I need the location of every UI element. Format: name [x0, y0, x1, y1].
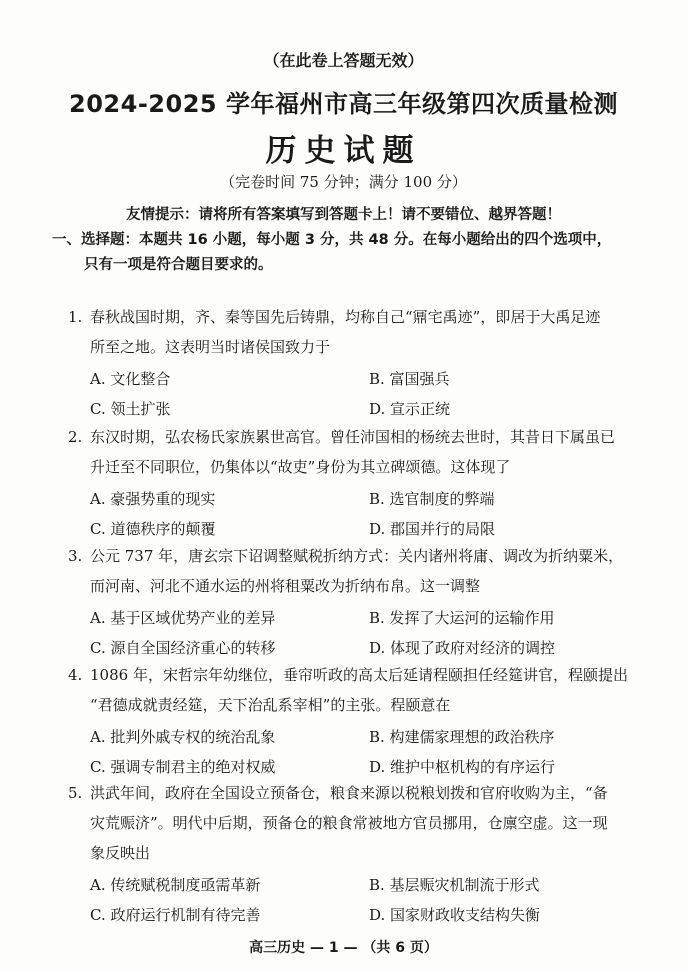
option-d: D. 宣示正统: [369, 400, 451, 418]
question-5: [68, 778, 660, 930]
question-number: 5.: [68, 784, 83, 802]
question-number: 3.: [68, 547, 83, 565]
options: [68, 364, 660, 424]
option-c: C. 源自全国经济重心的转移: [90, 639, 276, 657]
page-footer: 高三历史 — 1 — （共 6 页）: [249, 940, 438, 956]
question-1: [68, 302, 660, 424]
question-stem-line: 公元 737 年，唐玄宗下诏调整赋税折纳方式：关内诸州将庸、调改为折纳粟米，: [90, 547, 624, 565]
invalid-answer-notice: （在此卷上答题无效）: [263, 51, 424, 70]
option-a: A. 基于区域优势产业的差异: [90, 609, 276, 627]
option-d: D. 体现了政府对经济的调控: [369, 639, 556, 657]
question-stem-line: 东汉时期，弘农杨氏家族累世高官。曾任沛国相的杨统去世时，其昔日下属虽已: [90, 428, 616, 446]
exam-title: 2024-2025 学年福州市高三年级第四次质量检测: [69, 90, 618, 118]
options: [68, 484, 660, 544]
section-heading: [52, 228, 662, 278]
question-2: [68, 422, 660, 544]
question-stem-line: 象反映出: [90, 844, 151, 862]
option-b: B. 基层赈灾机制流于形式: [369, 876, 540, 894]
option-a: A. 传统赋税制度亟需革新: [90, 876, 261, 894]
subject-title: 历史试题: [265, 133, 422, 169]
option-c: C. 道德秩序的颠覆: [90, 520, 216, 538]
question-stem: [68, 660, 660, 690]
question-stem: [68, 778, 660, 808]
question-stem-line: 洪武年间，政府在全国设立预备仓，粮食来源以税粮划拨和官府收购为主，“备: [90, 784, 608, 802]
question-stem: [68, 422, 660, 452]
question-stem-line: 所至之地。这表明当时诸侯国致力于: [90, 338, 331, 356]
options: [68, 603, 660, 663]
option-c: C. 政府运行机制有待完善: [90, 906, 261, 924]
options: [68, 722, 660, 782]
question-number: 1.: [68, 308, 83, 326]
section-heading-line2: 只有一项是符合题目要求的。: [84, 257, 273, 273]
option-c: C. 领土扩张: [90, 400, 171, 418]
question-stem-line: 1086 年，宋哲宗年幼继位，垂帘听政的高太后延请程颐担任经筵讲官，程颐提出: [90, 666, 628, 684]
section-heading-line1: 一、选择题：本题共 16 小题，每小题 3 分，共 48 分。在每小题给出的四个选项中，: [52, 232, 612, 248]
option-d: D. 国家财政收支结构失衡: [369, 906, 541, 924]
time-score-info: （完卷时间 75 分钟；满分 100 分）: [220, 173, 467, 191]
option-a: A. 批判外戚专权的统治乱象: [90, 728, 276, 746]
question-number: 2.: [68, 428, 83, 446]
question-number: 4.: [68, 666, 83, 684]
question-stem-line: “君德成就责经筵，天下治乱系宰相”的主张。程颐意在: [90, 696, 451, 714]
option-b: B. 发挥了大运河的运输作用: [369, 609, 555, 627]
friendly-tip: 友情提示：请将所有答案填写到答题卡上！请不要错位、越界答题！: [126, 207, 561, 223]
option-b: B. 选官制度的弊端: [369, 490, 495, 508]
option-d: D. 郡国并行的局限: [369, 520, 496, 538]
option-b: B. 富国强兵: [369, 370, 450, 388]
option-a: A. 文化整合: [90, 370, 171, 388]
question-stem: [68, 541, 660, 571]
options: [68, 870, 660, 930]
option-a: A. 豪强势重的现实: [90, 490, 216, 508]
question-4: [68, 660, 660, 782]
question-stem-line: 灾荒赈济”。明代中后期，预备仓的粮食常被地方官员挪用，仓廪空虚。这一现: [90, 814, 608, 832]
question-stem: [68, 302, 660, 332]
question-3: [68, 541, 660, 663]
option-c: C. 强调专制君主的绝对权威: [90, 758, 276, 776]
option-b: B. 构建儒家理想的政治秩序: [369, 728, 555, 746]
question-stem-line: 春秋战国时期，齐、秦等国先后铸鼎，均称自己“鼏宅禹迹”，即居于大禹足迹: [90, 308, 601, 326]
question-stem-line: 升迁至不同职位，仍集体以“故吏”身份为其立碑颂德。这体现了: [90, 458, 511, 476]
question-stem-line: 而河南、河北不通水运的州将租粟改为折纳布帛。这一调整: [90, 577, 481, 595]
option-d: D. 维护中枢机构的有序运行: [369, 758, 556, 776]
